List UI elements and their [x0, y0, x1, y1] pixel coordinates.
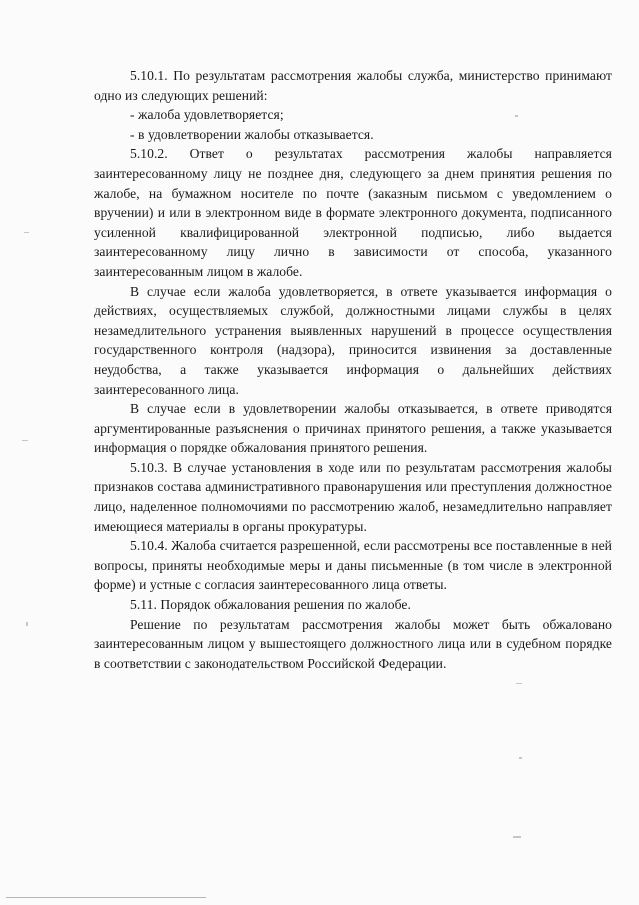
scan-speck [516, 683, 522, 684]
paragraph-appeal-procedure: Решение по результатам рассмотрения жалобы может быть обжаловано заинтересованным лицом у вышестоящего должностного лица или в судебном порядке в соответствии с законодательством Российской Федерации. [94, 616, 612, 671]
list-item-complaint-satisfied: - жалоба удовлетворяется; [130, 107, 284, 123]
paragraph-5-10-4: 5.10.4. Жалоба считается разрешенной, если рассмотрены все поставленные в ней вопросы, приняты необходимые меры и даны письменные (в том числе в электронной форме) и устные с согласия заинтересованного лица ответы. [94, 538, 612, 593]
document-body [94, 66, 612, 673]
paragraph-5-10-3: 5.10.3. В случае установления в ходе или по результатам рассмотрения жалобы признаков состава административного правонарушения или преступления должностное лицо, наделенное полномочиями по рассмотрению жалоб, незамедлительно направляет имеющиеся материалы в органы прокуратуры. [94, 459, 612, 534]
paragraph-5-11-heading: 5.11. Порядок обжалования решения по жалобе. [130, 597, 411, 613]
scan-speck [519, 757, 522, 759]
paragraph-5-10-2: 5.10.2. Ответ о результатах рассмотрения жалобы направляется заинтересованному лицу не позднее дня, следующего за днем принятия решения по жалобе, на бумажном носителе по почте (заказным письмом с уведомлением о вручении) и или в электронном виде в формате электронного документа, подписанного усиленной квалифицированной электронной подписью, либо выдается заинтересованному лицу лично в зависимости от способа, указанного заинтересованным лицом в жалобе. [94, 146, 612, 279]
scan-speck [24, 232, 29, 233]
scan-bottom-edge [6, 897, 206, 898]
list-item-complaint-rejected: - в удовлетворении жалобы отказывается. [130, 126, 374, 142]
scan-speck [513, 836, 521, 838]
scan-speck [26, 622, 28, 626]
paragraph-5-10-1: 5.10.1. По результатам рассмотрения жалобы служба, министерство принимают одно из следующих решений: [94, 68, 612, 103]
scan-speck [22, 440, 28, 441]
scan-speck [515, 115, 518, 117]
paragraph-complaint-satisfied-response: В случае если жалоба удовлетворяется, в ответе указывается информация о действиях, осуществляемых службой, должностными лицами службы в целях незамедлительного устранения выявленных нарушений в процессе осуществления государственного контроля (надзора), приносится извинения за доставленные неудобства, а также указывается информация о дальнейших действиях заинтересованного лица. [94, 283, 612, 397]
paragraph-complaint-rejected-response: В случае если в удовлетворении жалобы отказывается, в ответе приводятся аргументированные разъяснения о причинах принятого решения, а также указывается информация о порядке обжалования принятого решения. [94, 401, 612, 456]
